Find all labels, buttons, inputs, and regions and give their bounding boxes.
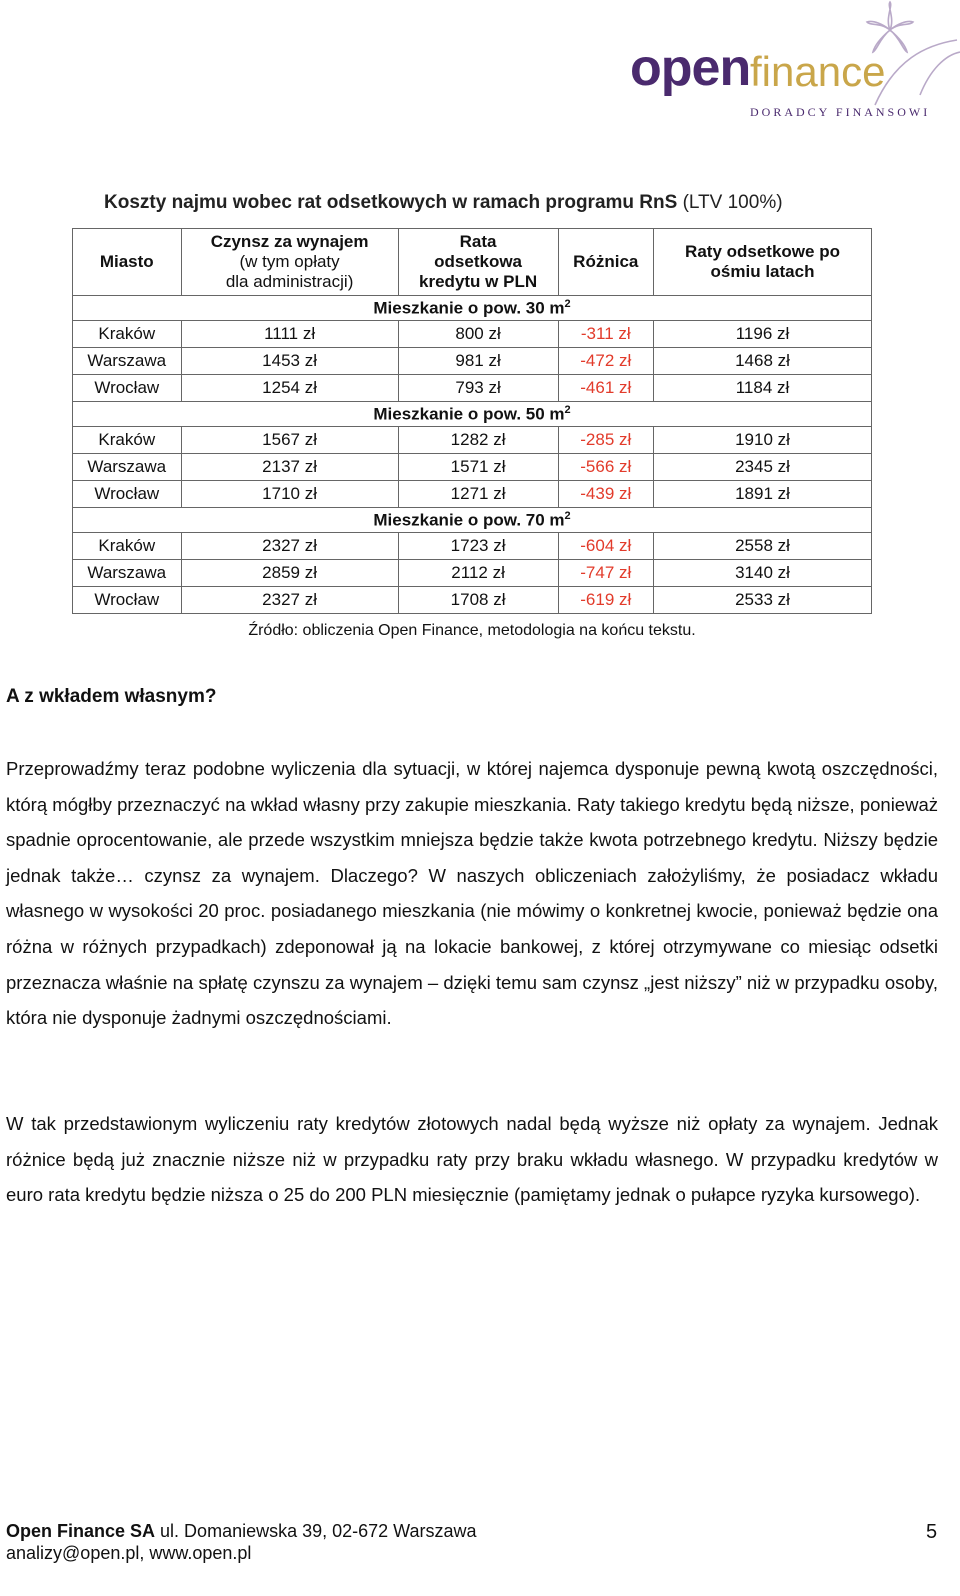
- cell-after8: 3140 zł: [654, 560, 872, 587]
- cell-rate: 1723 zł: [398, 533, 558, 560]
- cell-after8: 2345 zł: [654, 454, 872, 481]
- header-row: [73, 229, 872, 296]
- cell-diff: -285 zł: [558, 427, 654, 454]
- footer-address: ul. Domaniewska 39, 02-672 Warszawa: [160, 1521, 477, 1541]
- footer-contact: analizy@open.pl, www.open.pl: [6, 1543, 252, 1563]
- cell-rent: 2327 zł: [181, 533, 398, 560]
- flower-icon: [865, 0, 960, 110]
- cell-rent: 1710 zł: [181, 481, 398, 508]
- cell-city: Wrocław: [73, 587, 182, 614]
- cell-rent: 1567 zł: [181, 427, 398, 454]
- section-label: Mieszkanie o pow. 50 $m^2$: [73, 402, 872, 427]
- cell-after8: 1196 zł: [654, 321, 872, 348]
- cell-rate: 1282 zł: [398, 427, 558, 454]
- table-row: [73, 454, 872, 481]
- cell-rent: 2327 zł: [181, 587, 398, 614]
- logo-open-text: open: [630, 39, 751, 97]
- cell-city: Warszawa: [73, 560, 182, 587]
- cell-rate: 1708 zł: [398, 587, 558, 614]
- cell-rate: 2112 zł: [398, 560, 558, 587]
- cell-rent: 1111 zł: [181, 321, 398, 348]
- cell-rate: 800 zł: [398, 321, 558, 348]
- paragraph-1: Przeprowadźmy teraz podobne wyliczenia dla sytuacji, w której najemca dysponuje pewną kwotą oszczędności, którą mógłby przeznaczyć na wkład własny przy zakupie mieszkania. Raty takiego kredytu będą niższe, ponieważ spadnie oprocentowanie, ale przede wszystkim mniejsza będzie także kwota potrzebnego kredytu. Niższy będzie jednak także… czynsz za wynajem. Dlaczego? W naszych obliczeniach założyliśmy, że posiadacz wkładu własnego w wysokości 20 proc. posiadanego mieszkania (nie mówimy o konkretnej kwocie, ponieważ będzie ona różna w różnych przypadkach) zdeponował ją na lokacie bankowej, z której otrzymywane co miesiąc odsetki przeznacza właśnie na spłatę czynszu za wynajem – dzięki temu sam czynsz „jest niższy” niż w przypadku osoby, która nie dysponuje żadnymi oszczędnościami.: [6, 758, 938, 1029]
- cell-rate: 793 zł: [398, 375, 558, 402]
- section-label: Mieszkanie o pow. 70 $m^2$: [73, 508, 872, 533]
- cell-after8: 1910 zł: [654, 427, 872, 454]
- cell-diff: -311 zł: [558, 321, 654, 348]
- cell-rent: 2859 zł: [181, 560, 398, 587]
- open-finance-logo: [630, 0, 960, 125]
- cell-city: Kraków: [73, 427, 182, 454]
- header-after8: Raty odsetkowe po ośmiu latach: [654, 229, 872, 296]
- table-row: [73, 533, 872, 560]
- table-row: [73, 587, 872, 614]
- cell-diff: -604 zł: [558, 533, 654, 560]
- cell-rate: 981 zł: [398, 348, 558, 375]
- header-city: Miasto: [73, 229, 182, 296]
- cell-city: Kraków: [73, 533, 182, 560]
- table-row: [73, 348, 872, 375]
- table-row: [73, 321, 872, 348]
- section-row: [73, 402, 872, 427]
- cell-diff: -472 zł: [558, 348, 654, 375]
- cell-city: Warszawa: [73, 454, 182, 481]
- cell-diff: -619 zł: [558, 587, 654, 614]
- cell-after8: 1468 zł: [654, 348, 872, 375]
- section-heading: A z wkładem własnym?: [6, 686, 217, 707]
- table-title-main: Koszty najmu wobec rat odsetkowych w ramach programu RnS: [104, 192, 678, 213]
- table-row: [73, 427, 872, 454]
- section-row: [73, 296, 872, 321]
- cost-table: [72, 228, 872, 614]
- table-row: [73, 375, 872, 402]
- cell-after8: 1891 zł: [654, 481, 872, 508]
- cell-after8: 1184 zł: [654, 375, 872, 402]
- cell-diff: -566 zł: [558, 454, 654, 481]
- section-row: [73, 508, 872, 533]
- table-row: [73, 560, 872, 587]
- logo-tagline: DORADCY FINANSOWI: [750, 105, 931, 119]
- table-row: [73, 481, 872, 508]
- cell-rent: 2137 zł: [181, 454, 398, 481]
- cell-diff: -439 zł: [558, 481, 654, 508]
- cell-rent: 1453 zł: [181, 348, 398, 375]
- footer-company: Open Finance SA: [6, 1521, 156, 1541]
- paragraph-2: W tak przedstawionym wyliczeniu raty kredytów złotowych nadal będą wyższe niż opłaty za wynajem. Jednak różnice będą już znacznie niższe niż w przypadku raty przy braku wkładu własnego. W przypadku kredytów w euro rata kredytu będzie niższa o 25 do 200 PLN miesięcznie (pamiętamy jednak o pułapce ryzyka kursowego).: [6, 1113, 938, 1206]
- table-title: [104, 192, 783, 214]
- header-rate: Rata odsetkowa kredytu w PLN: [398, 229, 558, 296]
- cell-city: Kraków: [73, 321, 182, 348]
- cell-rent: 1254 zł: [181, 375, 398, 402]
- cell-after8: 2533 zł: [654, 587, 872, 614]
- section-label: Mieszkanie o pow. 30 $m^2$: [73, 296, 872, 321]
- table-title-ltv: (LTV 100%): [682, 192, 783, 213]
- header-rent: Czynsz za wynajem (w tym opłaty dla administracji): [181, 229, 398, 296]
- cell-rate: 1271 zł: [398, 481, 558, 508]
- cell-diff: -461 zł: [558, 375, 654, 402]
- cell-after8: 2558 zł: [654, 533, 872, 560]
- page-number: 5: [926, 1521, 938, 1543]
- cell-city: Warszawa: [73, 348, 182, 375]
- footer: [6, 1520, 477, 1564]
- cell-city: Wrocław: [73, 375, 182, 402]
- logo-finance-text: finance: [750, 48, 886, 95]
- table-source: Źródło: obliczenia Open Finance, metodologia na końcu tekstu.: [248, 622, 696, 639]
- header-diff: Różnica: [558, 229, 654, 296]
- cell-rate: 1571 zł: [398, 454, 558, 481]
- cell-city: Wrocław: [73, 481, 182, 508]
- cell-diff: -747 zł: [558, 560, 654, 587]
